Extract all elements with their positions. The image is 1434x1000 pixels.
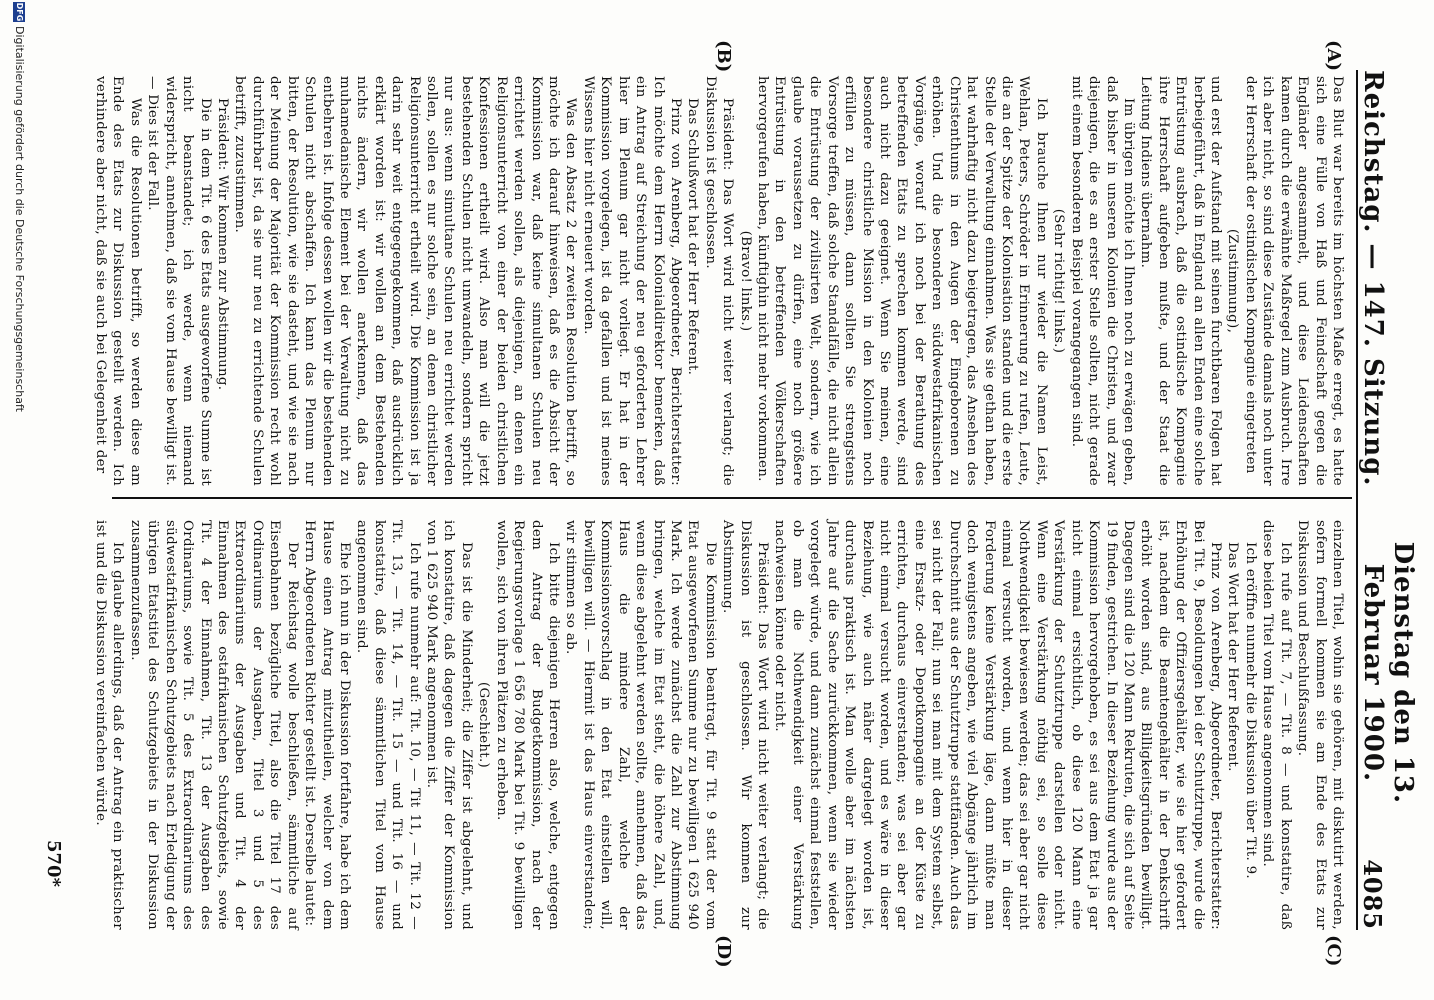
paragraph: Prinz von Arenberg, Abgeordneter, Berichterstatter: Bei Tit. 9, Besoldungen bei der Schutztruppe, wurde die Erhöhung der Offiziersgehälter, wie sie hier gefordert ist, nachdem die Beamtengehälter in der Denkschrift erhöht worden sind, aus Billigkeitsgründen bewilligt. Dagegen sind die 120 Mann Rekruten, die sich auf Seite 19 finden, gestrichen. In dieser Beziehung wurde aus der Kommission hervorgehoben, es sei aus dem Etat ja gar nicht einmal ersichtlich, ob diese 120 Mann eine Verstärkung der Schutztruppe darstellen oder nicht. Wenn eine Verstärkung nöthig sei, so solle diese Nothwendigkeit bewiesen werden; das sei aber gar nicht einmal versucht worden, und wenn hier in dieser Forderung keine Verstärkung läge, dann müßte man doch wenigstens angeben, wie viel Abgänge jährlich im Durchschnitt aus der Schutztruppe stattfänden. Auch das sei nicht der Fall; nun sei man mit dem System selbst, eine Ersatz- oder Depotkompagnie an der Küste zu errichten, durchaus einverstanden; was sei aber gar nicht einmal versucht worden, und es wäre in dieser Beziehung, wie auch näher dargelegt worden ist, durchaus praktisch ist. Man wolle aber im nächsten Jahre auf die Sache zurückkommen, wenn sie wieder vorgelegt würde, und dann zunächst einmal feststellen, ob man die Nothwendigkeit einer Verstärkung nachweisen könne oder nicht. [772,520,1224,930]
paragraph: Prinz von Arenberg, Abgeordneter, Berichterstatter: Ich möchte dem Herrn Kolonialdirektor bemerken, daß ein Antrag auf Streichung der neu geforderten Lehrer hier im Plenum gar nicht vorliegt. Er hat in der Kommission vorgelegen, ist da gefallen und ist meines Wissens hier nicht erneuert worden. [580,76,683,486]
header-date: Dienstag den 13. Februar 1900. [1358,541,1418,805]
dfg-logo-icon: DFG [15,2,24,22]
margin-mark-c: (C) [1323,935,1344,967]
column-divider [112,497,1352,499]
right-column [92,520,1346,930]
margin-mark-b: (B) [713,40,734,73]
paragraph: Ich rufe auf Tit. 7, — Tit. 8 — und konstatire, daß diese beiden Titel vom Hause angenommen sind. [1260,520,1293,930]
paragraph: Ich glaube allerdings, daß der Antrag ein praktischer ist und die Diskussion vereinfachen würde. [93,520,126,930]
paragraph: Ich rufe nunmehr auf: Tit. 10, — Tit 11, — Tit. 12 — Tit. 13, — Tit. 14, — Tit. 15 — und Tit. 16 — und konstatire, daß diese sämmtlichen Titel vom Hause angenommen sind. [354,520,422,930]
paragraph: Was die Resolutionen betrifft, so werden diese am Ende des Etats zur Diskussion gestellt werden. Ich verhindere aber nicht, daß sie auch bei Gelegenheit der [93,76,143,486]
footer-number: 570* [43,840,64,887]
paragraph: einzelnen Titel, wohin sie gehören, mit diskutirt werden, sofern formell kommen sie am Ende des Etats zur Diskussion und Beschlußfassung. [1295,520,1345,930]
paragraph: Präsident: Wir kommen zur Abstimmung. [215,98,230,391]
paragraph: Das Blut war bereits im höchsten Maße erregt, es hatte sich eine Fülle von Haß und Feindschaft gegen die Engländer angesammelt, und diese Leidenschaften kamen durch die erwähnte Maßregel zum Ausbruch. Irre ich aber nicht, so sind diese Zustände damals noch unter der Herrschaft der ostindischen Kompagnie eingetreten [1242,76,1345,486]
paragraph: Präsident: Das Wort wird nicht weiter verlangt; die Diskussion ist geschlossen. Wir kommen zur Abstimmung. [720,520,771,930]
paragraph: Das ist die Minderheit; die Ziffer ist abgelehnt, und ich konstatire, daß dagegen die Ziffer der Kommission von 1 625 940 Mark angenommen ist. [424,520,474,930]
digitization-credit [13,2,26,412]
paragraph: Ich brauche Ihnen nur wieder die Namen Leist, Wehlan, Peters, Schröder in Erinnerung zu rufen, Leute, die an der Spitze der Kolonisation standen und die erste Stelle der Verwaltung einnahmen. Was sie gethan haben, hat wahrhaftig nicht dazu beigetragen, das Ansehen des Christenthums in den Augen der Eingeborenen zu erhöhen. Und die besonderen süddwestafrikanischen Vorgänge, worauf ich noch bei der Berathung des betreffenden Etats zu sprechen kommen werde, sind auch nicht dazu geeignet. Wenn Sie meinen, eine besondere christliche Mission in den Kolonien noch erfüllen zu müssen, dann sollten Sie strengstens Vorsorge treffen, daß solche Standalfälle, die nicht allein die Entrüstung der zivilisirten Welt, sondern, wie ich glaube voraussetzen zu dürfen, eine noch größere Entrüstung in den betreffenden Völkerschaften hervorgerufen haben, künftighin nicht mehr vorkommen. [755,76,1049,486]
paragraph: und erst der Aufstand mit seinen furchtbaren Folgen hat herbeigeführt, daß in England an allen Enden eine solche Entrüstung ausbrach, daß die ostindische Kompagnie ihre Herrschaft aufgeben mußte, und der Staat die Leitung Indiens übernahm. [1138,76,1224,486]
paragraph: Ich eröffne nunmehr die Diskussion über Tit. 9. [1242,542,1258,879]
paragraph: Im übrigen möchte ich Ihnen noch zu erwägen geben, daß bisher in unseren Kolonien die Christen, und zwar diejenigen, die es an erster Stelle sollten, nicht gerade mit einem besonderen Beispiel vorangegangen sind. [1068,76,1136,486]
left-column [92,76,1346,486]
page-header [1356,70,1418,930]
paragraph: Das Wort hat der Herr Referent. [1225,542,1241,772]
paragraph: (Zustimmung), [1225,228,1241,334]
paragraph: Präsident: Das Wort wird nicht weiter verlangt; die Diskussion ist geschlossen. [702,76,736,486]
paragraph: Das Schlußwort hat der Herr Referent. [685,98,701,376]
margin-mark-a: (A) [1323,40,1344,71]
paragraph: Ehe ich nun in der Diskussion fortfahre, habe ich dem Hause einen Antrag mitzutheilen, welcher von dem Herrn Abgeordneten Richter gestellt ist. Derselbe lautet: [302,520,352,930]
paragraph: Die in dem Tit. 6 des Etats ausgeworfene Summe ist nicht beanstandet; ich werde, wenn niemand widerspricht, annehmen, daß sie vom Hause bewilligt ist. — Dies ist der Fall. [145,76,213,486]
paragraph: Die Kommission beantragt, für Tit. 9 statt der vom Etat ausgeworfenen Summe nur zu bewilligen 1 625 940 Mark. Ich werde zunächst die Zahl zur Abstimmung bringen, welche im Etat steht, die höhere Zahl, und, wenn diese abgelehnt werden sollte, annehmen, daß das Haus die mindere Zahl, welche der Kommissionsvorschlag in den Etat einstellen will, bewilligen will. — Hiermit ist das Haus einverstanden; wir stimmen so ab. [563,520,718,930]
header-left: Reichstag. — 147. Sitzung. [1358,70,1388,487]
paragraph: (Geschieht.) [476,681,492,769]
paragraph: (Sehr richtig! links.) [1051,208,1067,354]
page-number: 4085 [1358,859,1387,930]
credit-text: Digitalisierung gefördert durch die Deutsche Forschungsgemeinschaft [13,26,26,412]
paragraph: Was den Absatz 2 der zweiten Resolution betrifft, so möchte ich darauf hinweisen, daß es die Absicht der Kommission war, daß keine simultanen Schulen neu errichtet werden sollen, als diejenigen, an denen ein Religionsunterricht von einer der beiden christlichen Konfessionen ertheilt wird. Also man will die jetzt bestehenden Schulen nicht umwandeln, sondern spricht nur aus: wenn simultane Schulen neu errichtet werden sollen, sollen es nur solche sein, an denen christlicher Religionsunterricht ertheilt wird. Die Kommission ist ja darin sehr weit entgegengekommen, daß ausdrücklich erklärt worden ist: wir wollen an dem Bestehenden nichts ändern, wir wollen anerkennen, daß das muhamedanische Element bei der Verwaltung nicht zu entbehren ist. Infolge dessen wollen wir die bestehenden Schulen nicht abschaffen. Ich kann das Plenum nur bitten, der Resolution, wie sie dasteht, und wie sie nach der Meinung der Majorität der Kommission recht wohl durchführbar ist, da sie nur neu zu errichtende Schulen betrifft, zuzustimmen. [232,76,579,486]
paragraph: Der Reichstag wolle beschließen, sämmtliche auf Eisenbahnen bezügliche Titel, also die Titel 17 des Ordinariums der Ausgaben, Titel 3 und 5 des Extraordinariums der Ausgaben und Tit. 4 der Einnahmen des ostafrikanischen Schutzgebiets, sowie Tit. 4 der Einnahmen, Tit. 13 der Ausgaben des Ordinariums, sowie Tit. 5 des Extraordinariums des südwestafrikanischen Schutzgebiets nach Erledigung der übrigen Etatstitel des Schutzgebiets in der Diskussion zusammenzufassen. [127,520,300,930]
margin-mark-d: (D) [713,935,734,968]
paragraph: (Bravo! links.) [737,230,753,332]
paragraph: Ich bitte diejenigen Herren also, welche, entgegen dem Antrag der Budgetkommission, nach der Regierungsvorlage 1 656 780 Mark bei Tit. 9 bewilligen wollen, sich von ihren Plätzen zu erheben. [493,520,562,930]
